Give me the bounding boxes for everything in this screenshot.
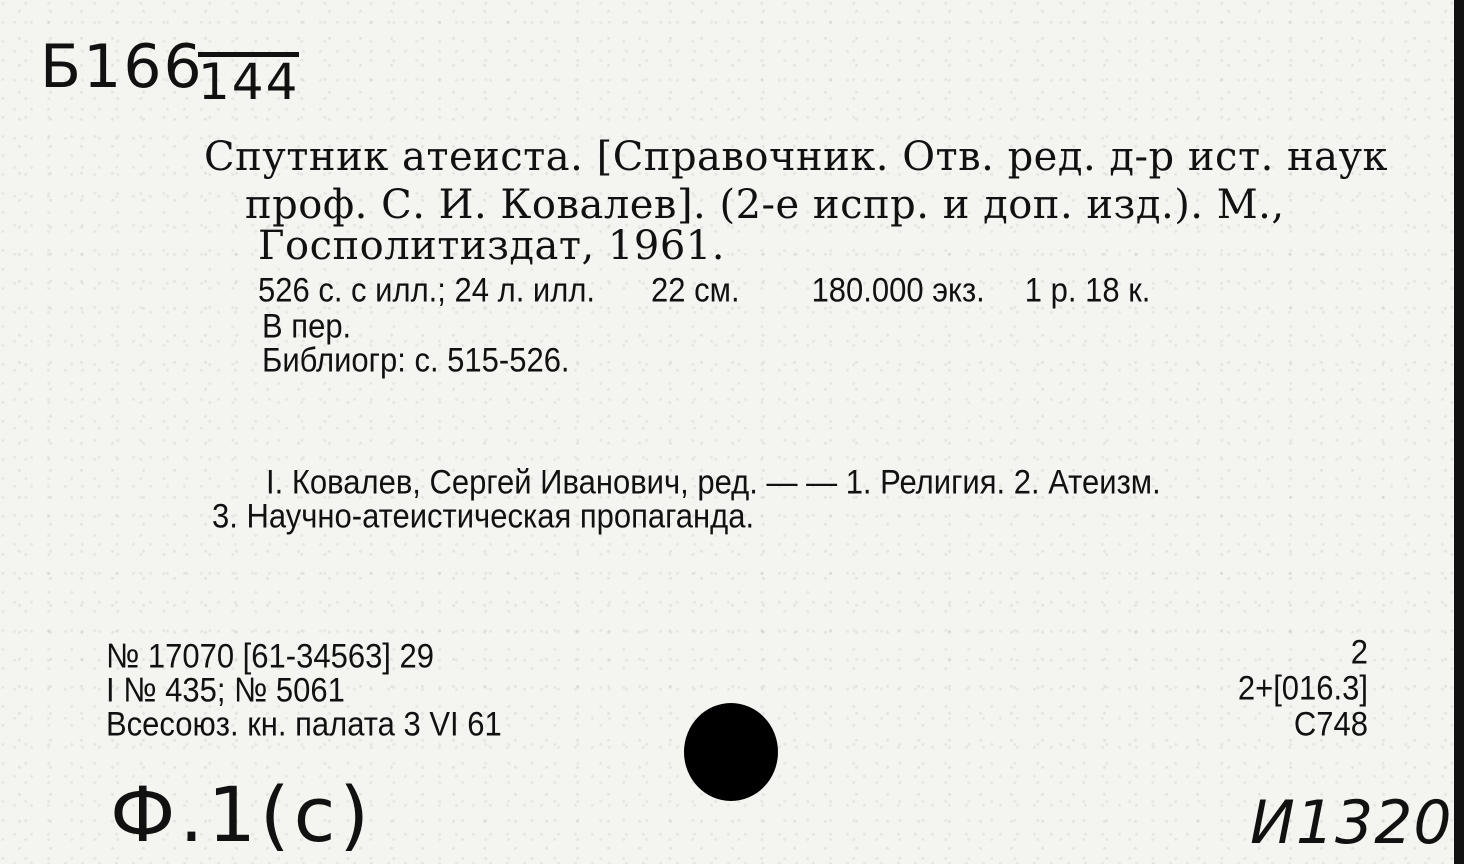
tracing-line-1: I. Ковалев, Сергей Иванович, ред. — — 1. Религия. 2. Атеизм. — [266, 462, 1161, 502]
classification-1: 2 — [1350, 632, 1368, 672]
pages-text: 526 с. с илл.; 24 л. илл. — [258, 270, 596, 310]
tracing-line-2: 3. Научно-атеистическая пропаганда. — [212, 496, 755, 536]
title-line-3: Госполитиздат, 1961. — [258, 223, 725, 269]
registry-line-2: I № 435; № 5061 — [106, 670, 345, 710]
classification-3: С748 — [1293, 704, 1368, 744]
bibliography-note: Библиогр: с. 515-526. — [262, 340, 570, 380]
price-text: 1 р. 18 к. — [1024, 270, 1151, 310]
size-text: 22 см. — [651, 270, 740, 310]
title-line-2: проф. С. И. Ковалев]. (2-е испр. и доп. изд.). М., — [245, 182, 1285, 228]
classification-2: 2+[016.3] — [1237, 668, 1368, 708]
card-edge — [1454, 0, 1464, 864]
title-line-1: Спутник атеиста. [Справочник. Отв. ред. д-р ист. наук — [204, 134, 1389, 180]
shelf-number: 144 — [198, 53, 300, 111]
shelf-mark: Б166 — [40, 32, 204, 102]
registry-line-1: № 17070 [61-34563] 29 — [106, 636, 435, 676]
registry-line-3: Всесоюз. кн. палата 3 VI 61 — [106, 704, 502, 744]
punch-hole — [684, 703, 778, 801]
binding-note: В пер. — [262, 306, 352, 346]
copies-text: 180.000 экз. — [811, 270, 985, 310]
fond-mark: Ф.1(с) — [110, 770, 374, 859]
inventory-mark: И1320 — [1250, 788, 1453, 858]
physical-description — [258, 270, 1150, 310]
